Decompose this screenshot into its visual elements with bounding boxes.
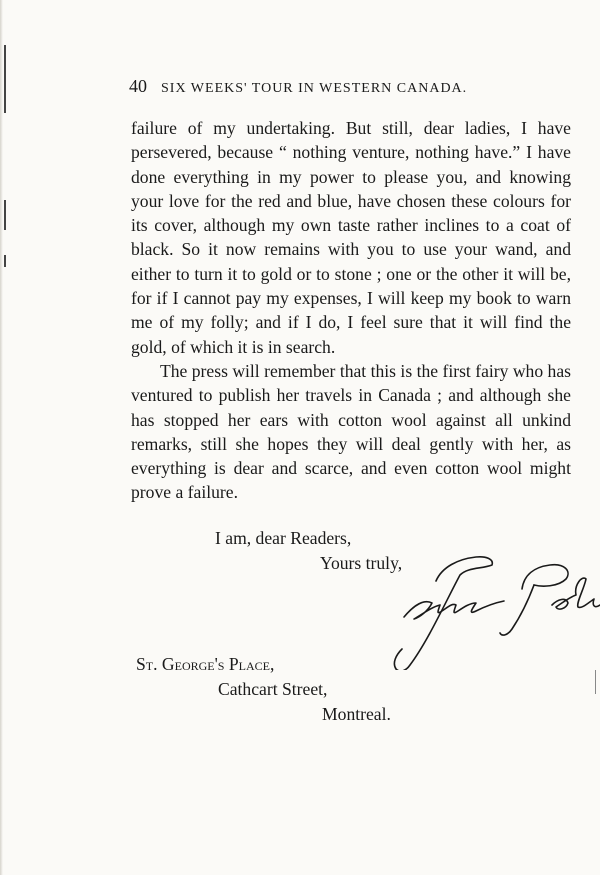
address-line: Montreal. [322,704,391,724]
body-text [131,116,571,505]
page-number: 40 [129,76,147,96]
margin-mark [4,255,6,267]
signature [372,545,600,670]
paragraph: The press will remember that this is the first fairy who has ventured to publish her travels in Canada ; and although she has stopped her ears with cotton wool against all unkind remarks, still she hopes they will deal gently with her, as everything is dear and scarce, and even cotton wool might prove a failure. [131,360,571,503]
paragraph: failure of my undertaking. But still, dear ladies, I have persevered, because “ nothing venture, nothing have.” I have done everything in my power to please you, and knowing your love for the red and blue, have chosen these colours for its cover, although my own taste rather inclines to a coat of black. So it now remains with you to use your wand, and either to turn it to gold or to stone ; one or the other it will be, for if I cannot pay my expenses, I will keep my book to warn me of my folly; and if I do, I feel sure that it will find the gold, of which it is in search. [131,118,571,357]
page-edge [0,0,3,875]
salutation: I am, dear Readers, [215,528,352,548]
address-line: Cathcart Street, [218,679,328,699]
running-header [129,76,525,97]
margin-mark [4,45,6,113]
margin-mark [4,200,6,230]
running-title: SIX WEEKS' TOUR IN WESTERN CANADA. [161,81,468,96]
margin-mark [595,670,596,694]
address-line: St. George's Place, [136,654,275,674]
valediction: Yours truly, [320,553,403,573]
